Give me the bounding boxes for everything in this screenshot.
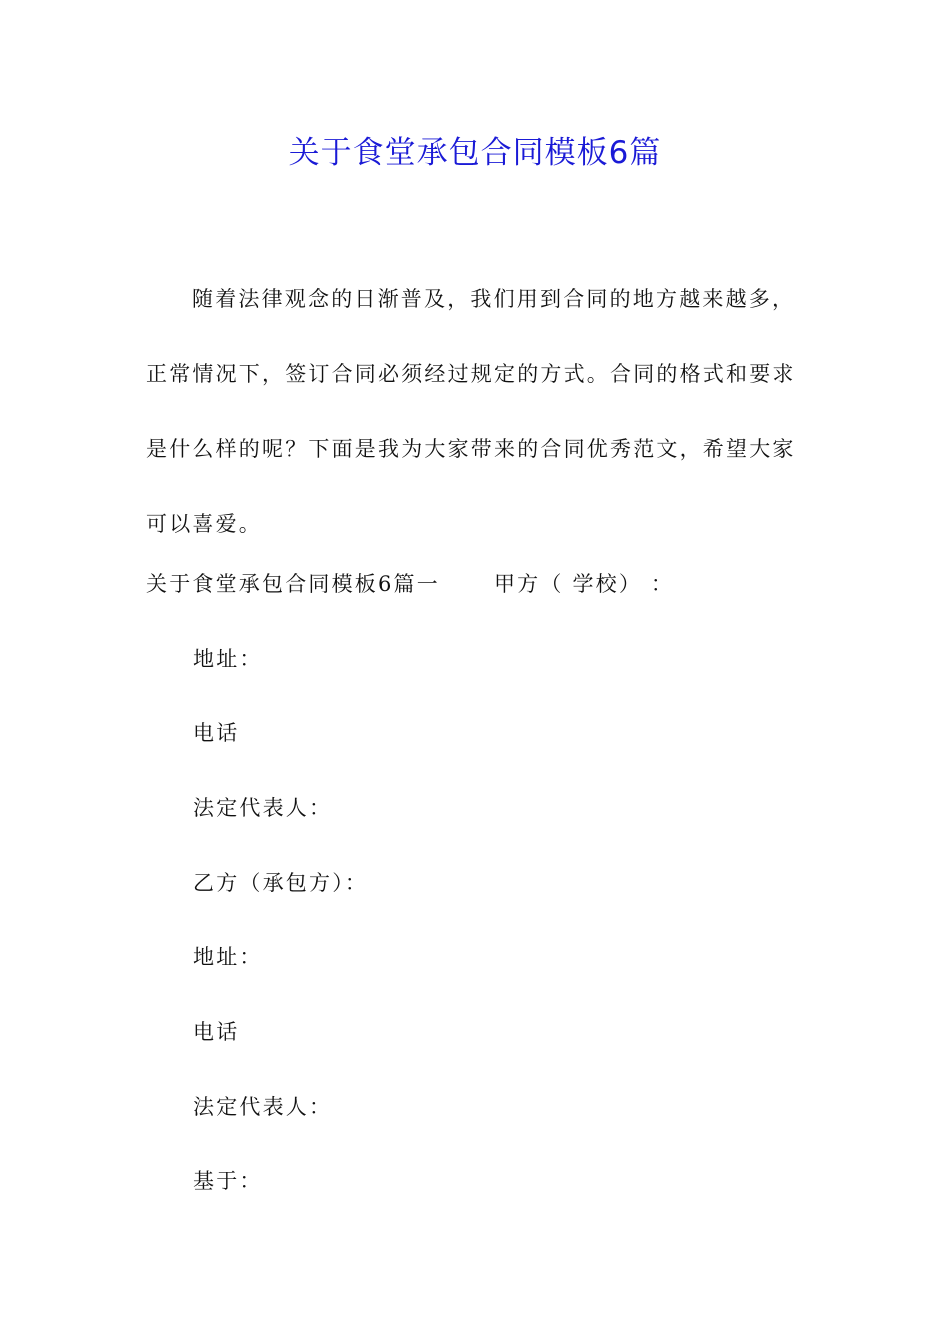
document-title: 关于食堂承包合同模板6篇 — [288, 135, 662, 171]
field-party-b: 乙方（承包方）： — [193, 871, 369, 895]
section-heading-line — [146, 564, 674, 604]
field-address-a: 地址： — [193, 647, 263, 671]
field-address-b: 地址： — [193, 945, 263, 969]
field-phone-b: 电话 — [193, 1020, 240, 1044]
field-based-on: 基于： — [193, 1169, 263, 1193]
section-heading: 关于食堂承包合同模板6篇一 — [146, 572, 440, 596]
field-phone-a: 电话 — [193, 721, 240, 745]
field-legal-rep-b: 法定代表人： — [193, 1095, 333, 1119]
field-legal-rep-a: 法定代表人： — [193, 796, 333, 820]
party-a-label: 甲方（ 学校） ： — [493, 572, 675, 596]
intro-paragraph: 随着法律观念的日渐普及，我们用到合同的地方越来越多，正常情况下，签订合同必须经过规定的方式。合同的格式和要求是什么样的呢？下面是我为大家带来的合同优秀范文，希望大家可以喜爱。 — [146, 287, 796, 536]
